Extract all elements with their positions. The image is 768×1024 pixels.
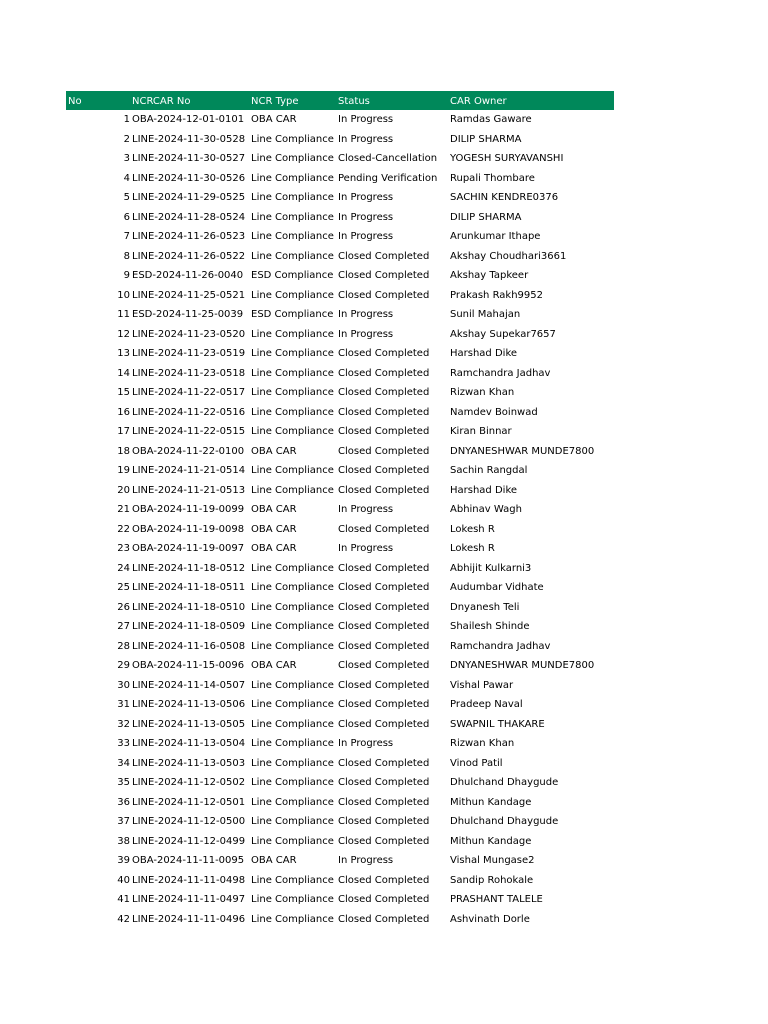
table-row [66, 617, 614, 637]
status-cell: Closed Completed [338, 523, 430, 535]
ncrcar-number: OBA-2024-11-19-0099 [132, 504, 245, 515]
row-number: 12 [117, 328, 130, 340]
row-number: 4 [123, 172, 130, 184]
car-owner: Mithun Kandage [450, 835, 532, 847]
table-row [66, 559, 614, 579]
status-cell: Closed Completed [338, 270, 430, 281]
row-number: 31 [117, 699, 130, 710]
car-owner: Ashvinath Dorle [450, 913, 530, 925]
status-cell: Closed Completed [338, 601, 430, 613]
car-owner: Dnyanesh Teli [450, 601, 520, 613]
status-cell: Closed Completed [338, 835, 430, 847]
status-cell: Closed Completed [338, 562, 430, 574]
table-row [66, 754, 614, 774]
car-owner: DNYANESHWAR MUNDE7800 [450, 445, 595, 457]
ncr-type: Line Compliance [251, 796, 334, 808]
row-number: 25 [117, 582, 130, 593]
car-owner: Rizwan Khan [450, 387, 515, 398]
ncr-type: Line Compliance [251, 231, 334, 242]
row-number: 38 [117, 835, 130, 847]
ncrcar-number: LINE-2024-11-18-0512 [132, 562, 246, 574]
ncr-type: Line Compliance [251, 192, 334, 203]
row-number: 34 [117, 757, 130, 769]
ncrcar-number: LINE-2024-11-13-0505 [132, 718, 246, 730]
status-cell: Closed Completed [338, 757, 430, 769]
ncr-type: Line Compliance [251, 757, 334, 769]
header-ncrcar-no: NCRCAR No [132, 96, 191, 107]
row-number: 6 [123, 211, 130, 223]
ncr-car-table [66, 91, 614, 929]
car-owner: Lokesh R [450, 543, 495, 554]
row-number: 13 [117, 348, 130, 359]
status-cell: Closed Completed [338, 894, 430, 905]
status-cell: Closed Completed [338, 484, 430, 496]
car-owner: DILIP SHARMA [450, 211, 522, 223]
ncrcar-number: OBA-2024-11-19-0098 [132, 523, 245, 535]
car-owner: Audumbar Vidhate [450, 582, 544, 593]
row-number: 30 [117, 679, 130, 691]
ncr-type: Line Compliance [251, 699, 334, 710]
car-owner: DILIP SHARMA [450, 133, 522, 145]
status-cell: Closed Completed [338, 699, 430, 710]
table-row [66, 695, 614, 715]
car-owner: Sunil Mahajan [450, 309, 521, 320]
row-number: 32 [117, 718, 130, 730]
table-row [66, 130, 614, 150]
ncrcar-number: OBA-2024-12-01-0101 [132, 114, 245, 125]
ncrcar-number: LINE-2024-11-30-0527 [132, 153, 246, 164]
car-owner: Vishal Mungase2 [450, 855, 535, 866]
ncrcar-number: OBA-2024-11-19-0097 [132, 543, 245, 554]
row-number: 26 [117, 601, 130, 613]
ncrcar-number: LINE-2024-11-11-0497 [132, 894, 246, 905]
row-number: 20 [117, 484, 130, 496]
table-row [66, 422, 614, 442]
ncrcar-number: LINE-2024-11-11-0498 [132, 874, 246, 886]
row-number: 41 [117, 894, 130, 905]
ncr-type: Line Compliance [251, 289, 334, 301]
row-number: 40 [117, 874, 130, 886]
ncrcar-number: LINE-2024-11-23-0518 [132, 367, 246, 379]
table-row [66, 851, 614, 871]
table-row [66, 598, 614, 618]
table-body [66, 110, 614, 929]
status-cell: Closed Completed [338, 874, 430, 886]
car-owner: SWAPNIL THAKARE [450, 718, 545, 730]
car-owner: Akshay Tapkeer [450, 270, 529, 281]
status-cell: Closed Completed [338, 406, 430, 418]
status-cell: Closed Completed [338, 582, 430, 593]
status-cell: Closed Completed [338, 250, 430, 262]
status-cell: Closed Completed [338, 913, 430, 925]
status-cell: Closed Completed [338, 679, 430, 691]
car-owner: Sandip Rohokale [450, 874, 534, 886]
row-number: 10 [117, 289, 130, 301]
row-number: 2 [123, 133, 130, 145]
car-owner: Harshad Dike [450, 348, 518, 359]
ncr-type: ESD Compliance [251, 309, 334, 320]
table-row [66, 715, 614, 735]
ncr-type: Line Compliance [251, 348, 334, 359]
ncrcar-number: LINE-2024-11-16-0508 [132, 640, 246, 652]
car-owner: Sachin Rangdal [450, 465, 528, 476]
row-number: 22 [117, 523, 130, 535]
status-cell: In Progress [338, 855, 394, 866]
status-cell: In Progress [338, 114, 394, 125]
table-row [66, 266, 614, 286]
ncrcar-number: LINE-2024-11-30-0526 [132, 172, 246, 184]
row-number: 21 [117, 504, 130, 515]
ncr-type: OBA CAR [251, 504, 297, 515]
car-owner: Lokesh R [450, 523, 495, 535]
row-number: 15 [117, 387, 130, 398]
car-owner: Akshay Choudhari3661 [450, 250, 567, 262]
ncr-type: ESD Compliance [251, 270, 334, 281]
ncrcar-number: LINE-2024-11-13-0503 [132, 757, 246, 769]
ncrcar-number: LINE-2024-11-22-0517 [132, 387, 246, 398]
ncr-type: Line Compliance [251, 738, 334, 749]
car-owner: Pradeep Naval [450, 699, 523, 710]
table-header [66, 91, 614, 110]
row-number: 19 [117, 465, 130, 476]
ncr-type: Line Compliance [251, 777, 334, 788]
ncr-type: Line Compliance [251, 367, 334, 379]
status-cell: In Progress [338, 543, 394, 554]
status-cell: In Progress [338, 211, 394, 223]
status-cell: Closed Completed [338, 348, 430, 359]
ncrcar-number: LINE-2024-11-11-0496 [132, 913, 246, 925]
table-row [66, 656, 614, 676]
row-number: 39 [117, 855, 130, 866]
car-owner: Vinod Patil [450, 757, 503, 769]
row-number: 18 [117, 445, 130, 457]
ncr-type: Line Compliance [251, 621, 334, 632]
ncr-type: Line Compliance [251, 133, 334, 145]
table-row [66, 208, 614, 228]
table-row [66, 169, 614, 189]
ncrcar-number: OBA-2024-11-22-0100 [132, 445, 245, 457]
table-row [66, 910, 614, 930]
car-owner: Abhijit Kulkarni3 [450, 562, 532, 574]
ncr-type: OBA CAR [251, 114, 297, 125]
status-cell: Closed Completed [338, 777, 430, 788]
status-cell: Closed Completed [338, 445, 430, 457]
status-cell: Closed Completed [338, 289, 430, 301]
car-owner: Kiran Binnar [450, 426, 512, 437]
table-row [66, 110, 614, 130]
status-cell: Closed Completed [338, 718, 430, 730]
car-owner: Akshay Supekar7657 [450, 328, 556, 340]
car-owner: Dhulchand Dhaygude [450, 777, 559, 788]
ncr-type: OBA CAR [251, 660, 297, 671]
table-row [66, 520, 614, 540]
ncrcar-number: LINE-2024-11-21-0513 [132, 484, 246, 496]
ncr-type: Line Compliance [251, 465, 334, 476]
car-owner: Rupali Thombare [450, 172, 535, 184]
car-owner: Dhulchand Dhaygude [450, 816, 559, 827]
table-row [66, 734, 614, 754]
car-owner: Rizwan Khan [450, 738, 515, 749]
ncrcar-number: LINE-2024-11-28-0524 [132, 211, 246, 223]
ncr-type: Line Compliance [251, 913, 334, 925]
ncrcar-number: LINE-2024-11-26-0523 [132, 231, 246, 242]
table-row [66, 325, 614, 345]
ncrcar-number: LINE-2024-11-26-0522 [132, 250, 246, 262]
status-cell: Closed Completed [338, 426, 430, 437]
ncrcar-number: LINE-2024-11-18-0509 [132, 621, 246, 632]
car-owner: Arunkumar Ithape [450, 231, 541, 242]
table-row [66, 481, 614, 501]
table-row [66, 383, 614, 403]
row-number: 27 [117, 621, 130, 632]
ncrcar-number: OBA-2024-11-11-0095 [132, 855, 245, 866]
ncr-type: Line Compliance [251, 640, 334, 652]
status-cell: In Progress [338, 192, 394, 203]
ncr-type: Line Compliance [251, 601, 334, 613]
table-row [66, 676, 614, 696]
ncr-type: OBA CAR [251, 543, 297, 554]
ncrcar-number: LINE-2024-11-13-0504 [132, 738, 246, 749]
ncrcar-number: LINE-2024-11-30-0528 [132, 133, 246, 145]
car-owner: Mithun Kandage [450, 796, 532, 808]
status-cell: Closed-Cancellation [338, 153, 438, 164]
row-number: 37 [117, 816, 130, 827]
row-number: 5 [123, 192, 130, 203]
car-owner: Vishal Pawar [450, 679, 514, 691]
header-ncr-type: NCR Type [251, 96, 299, 107]
table-row [66, 832, 614, 852]
ncrcar-number: LINE-2024-11-22-0516 [132, 406, 246, 418]
table-row [66, 539, 614, 559]
ncrcar-number: LINE-2024-11-12-0499 [132, 835, 246, 847]
car-owner: Ramdas Gaware [450, 114, 532, 125]
ncr-type: Line Compliance [251, 426, 334, 437]
row-number: 42 [117, 913, 130, 925]
ncr-type: Line Compliance [251, 718, 334, 730]
status-cell: In Progress [338, 231, 394, 242]
ncr-type: Line Compliance [251, 816, 334, 827]
ncrcar-number: LINE-2024-11-18-0510 [132, 601, 246, 613]
ncrcar-number: LINE-2024-11-18-0511 [132, 582, 246, 593]
car-owner: DNYANESHWAR MUNDE7800 [450, 660, 595, 671]
status-cell: In Progress [338, 738, 394, 749]
row-number: 11 [117, 309, 130, 320]
table-row [66, 890, 614, 910]
ncrcar-number: LINE-2024-11-23-0519 [132, 348, 246, 359]
table-row [66, 461, 614, 481]
ncrcar-number: LINE-2024-11-12-0500 [132, 816, 246, 827]
status-cell: In Progress [338, 133, 394, 145]
ncr-type: Line Compliance [251, 835, 334, 847]
row-number: 35 [117, 777, 130, 788]
car-owner: SACHIN KENDRE0376 [450, 192, 559, 203]
table-row [66, 188, 614, 208]
car-owner: PRASHANT TALELE [450, 894, 543, 905]
ncr-type: Line Compliance [251, 250, 334, 262]
ncr-type: Line Compliance [251, 406, 334, 418]
row-number: 3 [123, 153, 130, 164]
ncrcar-number: LINE-2024-11-22-0515 [132, 426, 246, 437]
table-row [66, 286, 614, 306]
row-number: 24 [117, 562, 130, 574]
ncr-type: Line Compliance [251, 582, 334, 593]
ncrcar-number: ESD-2024-11-26-0040 [132, 270, 244, 281]
ncr-type: Line Compliance [251, 172, 334, 184]
ncr-type: OBA CAR [251, 445, 297, 457]
row-number: 8 [123, 250, 130, 262]
table-row [66, 364, 614, 384]
ncr-type: Line Compliance [251, 153, 334, 164]
ncr-type: Line Compliance [251, 679, 334, 691]
car-owner: Ramchandra Jadhav [450, 640, 551, 652]
ncrcar-number: OBA-2024-11-15-0096 [132, 660, 245, 671]
ncr-type: Line Compliance [251, 874, 334, 886]
table-row [66, 793, 614, 813]
ncr-type: Line Compliance [251, 484, 334, 496]
ncrcar-number: LINE-2024-11-25-0521 [132, 289, 246, 301]
table-row [66, 403, 614, 423]
row-number: 9 [123, 270, 130, 281]
car-owner: Shailesh Shinde [450, 621, 530, 632]
ncrcar-number: LINE-2024-11-14-0507 [132, 679, 246, 691]
table-row [66, 773, 614, 793]
row-number: 29 [117, 660, 130, 671]
ncrcar-number: LINE-2024-11-29-0525 [132, 192, 246, 203]
car-owner: YOGESH SURYAVANSHI [450, 153, 564, 164]
table-row [66, 305, 614, 325]
status-cell: Closed Completed [338, 640, 430, 652]
status-cell: Closed Completed [338, 816, 430, 827]
ncrcar-number: LINE-2024-11-12-0501 [132, 796, 246, 808]
car-owner: Harshad Dike [450, 484, 518, 496]
row-number: 33 [117, 738, 130, 749]
ncrcar-number: LINE-2024-11-23-0520 [132, 328, 246, 340]
table-row [66, 637, 614, 657]
car-owner: Namdev Boinwad [450, 406, 538, 418]
ncrcar-number: ESD-2024-11-25-0039 [132, 309, 244, 320]
row-number: 17 [117, 426, 130, 437]
row-number: 23 [117, 543, 130, 554]
status-cell: Closed Completed [338, 465, 430, 476]
status-cell: In Progress [338, 328, 394, 340]
ncr-type: OBA CAR [251, 523, 297, 535]
table-row [66, 442, 614, 462]
row-number: 16 [117, 406, 130, 418]
ncrcar-number: LINE-2024-11-21-0514 [132, 465, 246, 476]
row-number: 7 [123, 231, 130, 242]
table-row [66, 578, 614, 598]
status-cell: Closed Completed [338, 387, 430, 398]
ncrcar-number: LINE-2024-11-12-0502 [132, 777, 246, 788]
row-number: 14 [117, 367, 130, 379]
table-row [66, 344, 614, 364]
ncr-type: Line Compliance [251, 328, 334, 340]
car-owner: Abhinav Wagh [450, 504, 522, 515]
status-cell: Closed Completed [338, 796, 430, 808]
table-row [66, 149, 614, 169]
table-row [66, 227, 614, 247]
row-number: 28 [117, 640, 130, 652]
ncr-type: Line Compliance [251, 387, 334, 398]
ncr-type: Line Compliance [251, 211, 334, 223]
ncr-type: OBA CAR [251, 855, 297, 866]
header-status: Status [338, 96, 370, 107]
header-car-owner: CAR Owner [450, 96, 507, 107]
table-row [66, 247, 614, 267]
status-cell: Closed Completed [338, 660, 430, 671]
ncrcar-number: LINE-2024-11-13-0506 [132, 699, 246, 710]
car-owner: Ramchandra Jadhav [450, 367, 551, 379]
car-owner: Prakash Rakh9952 [450, 289, 543, 301]
ncr-type: Line Compliance [251, 894, 334, 905]
ncr-type: Line Compliance [251, 562, 334, 574]
table-row [66, 871, 614, 891]
table-row [66, 500, 614, 520]
status-cell: Closed Completed [338, 621, 430, 632]
status-cell: In Progress [338, 309, 394, 320]
status-cell: Pending Verification [338, 172, 438, 184]
table-row [66, 812, 614, 832]
status-cell: Closed Completed [338, 367, 430, 379]
row-number: 36 [117, 796, 130, 808]
status-cell: In Progress [338, 504, 394, 515]
header-no: No [68, 96, 82, 107]
row-number: 1 [123, 114, 130, 125]
